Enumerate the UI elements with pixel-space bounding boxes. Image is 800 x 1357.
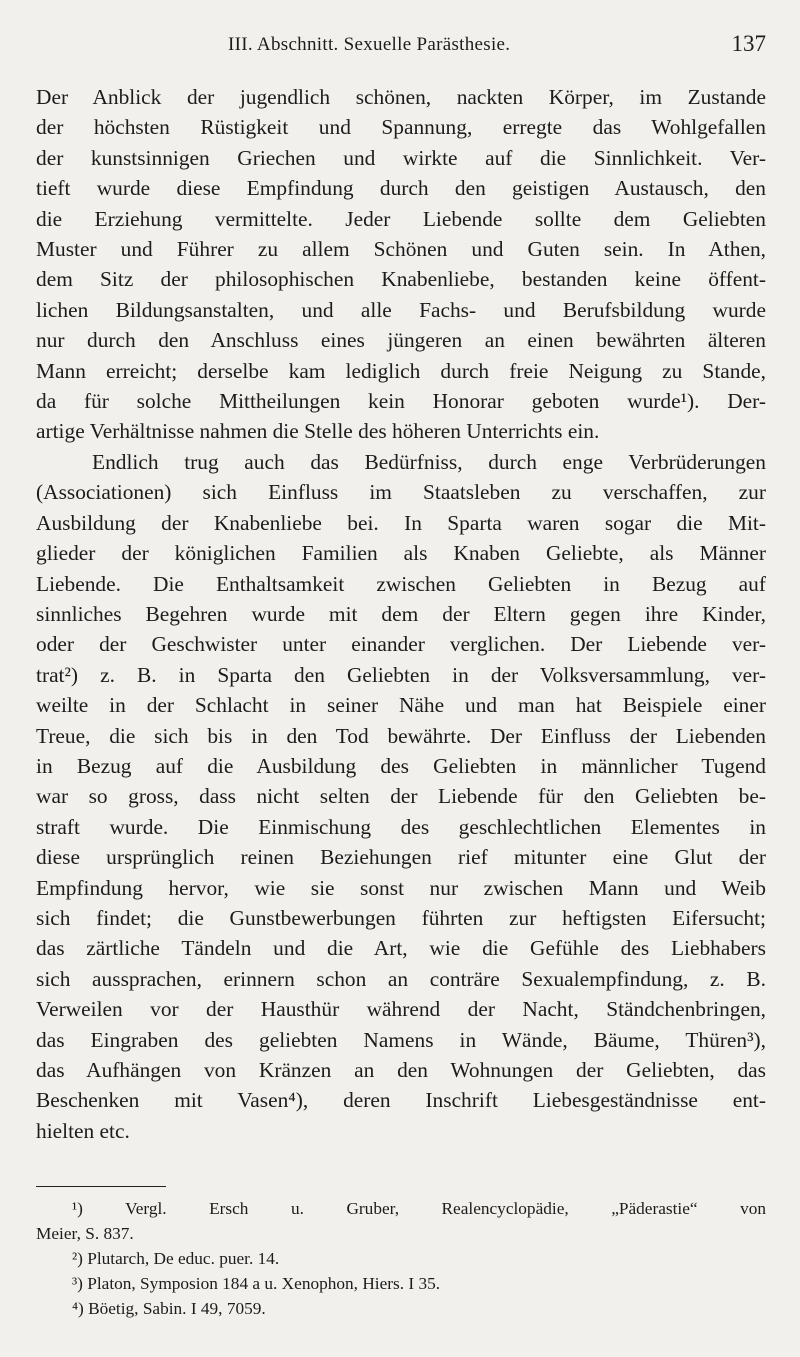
text-line: (Associationen) sich Einfluss im Staatsleben zu verschaffen, zur [36,480,766,505]
text-line: trat²) z. B. in Sparta den Geliebten in der Volksversammlung, ver- [36,662,766,687]
section-title: III. Abschnitt. Sexuelle Parästhesie. [228,34,511,55]
text-line: straft wurde. Die Einmischung des geschlechtlichen Elementes in [36,814,766,839]
text-line: Muster und Führer zu allem Schönen und Guten sein. In Athen, [36,237,766,262]
text-line: die Erziehung vermittelte. Jeder Liebende sollte dem Geliebten [36,206,766,231]
paragraph-start-line: Endlich trug auch das Bedürfniss, durch enge Verbrüderungen [92,449,766,474]
text-line: der kunstsinnigen Griechen und wirkte auf die Sinnlichkeit. Ver- [36,145,766,170]
text-line: diese ursprünglich reinen Beziehungen rief mitunter eine Glut der [36,845,766,870]
text-line: sinnliches Begehren wurde mit dem der Eltern gegen ihre Kinder, [36,601,766,626]
page-number: 137 [731,31,766,56]
text-line: der höchsten Rüstigkeit und Spannung, erregte das Wohlgefallen [36,115,766,140]
footnote-2: ²) Plutarch, De educ. puer. 14. [72,1249,280,1268]
text-line: tieft wurde diese Empfindung durch den geistigen Austausch, den [36,176,766,201]
text-line: nur durch den Anschluss eines jüngeren an einen bewährten älteren [36,328,766,353]
text-line: Verweilen vor der Hausthür während der Nacht, Ständchenbringen, [36,997,766,1022]
text-line: dem Sitz der philosophischen Knabenliebe, bestanden keine öffent- [36,267,766,292]
footnotes [36,1196,766,1321]
paragraph-end-line: artige Verhältnisse nahmen die Stelle des höheren Unterrichts ein. [36,419,600,444]
running-head [0,30,800,64]
footnote-divider [36,1186,166,1187]
text-line: Der Anblick der jugendlich schönen, nackten Körper, im Zustande [36,85,766,109]
paragraph-end-line: hielten etc. [36,1118,130,1143]
footnote-3: ³) Platon, Symposion 184 a u. Xenophon, Hiers. I 35. [72,1274,441,1293]
text-line: das Eingraben des geliebten Namens in Wände, Bäume, Thüren³), [36,1027,766,1052]
text-line: sich aussprachen, erinnern schon an conträre Sexualempfindung, z. B. [36,966,766,991]
body-text [36,82,766,1146]
text-line: Mann erreicht; derselbe kam lediglich durch freie Neigung zu Stande, [36,358,766,383]
text-line: das zärtliche Tändeln und die Art, wie die Gefühle des Liebhabers [36,936,766,961]
text-line: oder der Geschwister unter einander verglichen. Der Liebende ver- [36,632,766,657]
text-line: Treue, die sich bis in den Tod bewährte. Der Einfluss der Liebenden [36,723,766,748]
footnote-1-continuation: Meier, S. 837. [36,1224,134,1243]
footnote-1: ¹) Vergl. Ersch u. Gruber, Realencyclopädie, „Päderastie“ von [72,1199,766,1218]
text-line: das Aufhängen von Kränzen an den Wohnungen der Geliebten, das [36,1058,766,1082]
text-line: lichen Bildungsanstalten, und alle Fachs- und Berufsbildung wurde [36,297,766,322]
text-line: war so gross, dass nicht selten der Liebende für den Geliebten be- [36,784,766,809]
text-line: Empfindung hervor, wie sie sonst nur zwischen Mann und Weib [36,875,766,900]
footnote-4: ⁴) Böetig, Sabin. I 49, 7059. [72,1299,266,1318]
text-line: Liebende. Die Enthaltsamkeit zwischen Geliebten in Bezug auf [36,571,766,596]
text-line: in Bezug auf die Ausbildung des Geliebten in männlicher Tugend [36,753,766,778]
text-line: glieder der königlichen Familien als Knaben Geliebte, als Männer [36,541,766,566]
text-line: weilte in der Schlacht in seiner Nähe und man hat Beispiele einer [36,693,766,718]
text-line: Beschenken mit Vasen⁴), deren Inschrift Liebesgeständnisse ent- [36,1088,766,1113]
text-line: da für solche Mittheilungen kein Honorar geboten wurde¹). Der- [36,389,766,414]
text-line: sich findet; die Gunstbewerbungen führten zur heftigsten Eifersucht; [36,905,766,930]
text-line: Ausbildung der Knabenliebe bei. In Sparta waren sogar die Mit- [36,510,766,535]
